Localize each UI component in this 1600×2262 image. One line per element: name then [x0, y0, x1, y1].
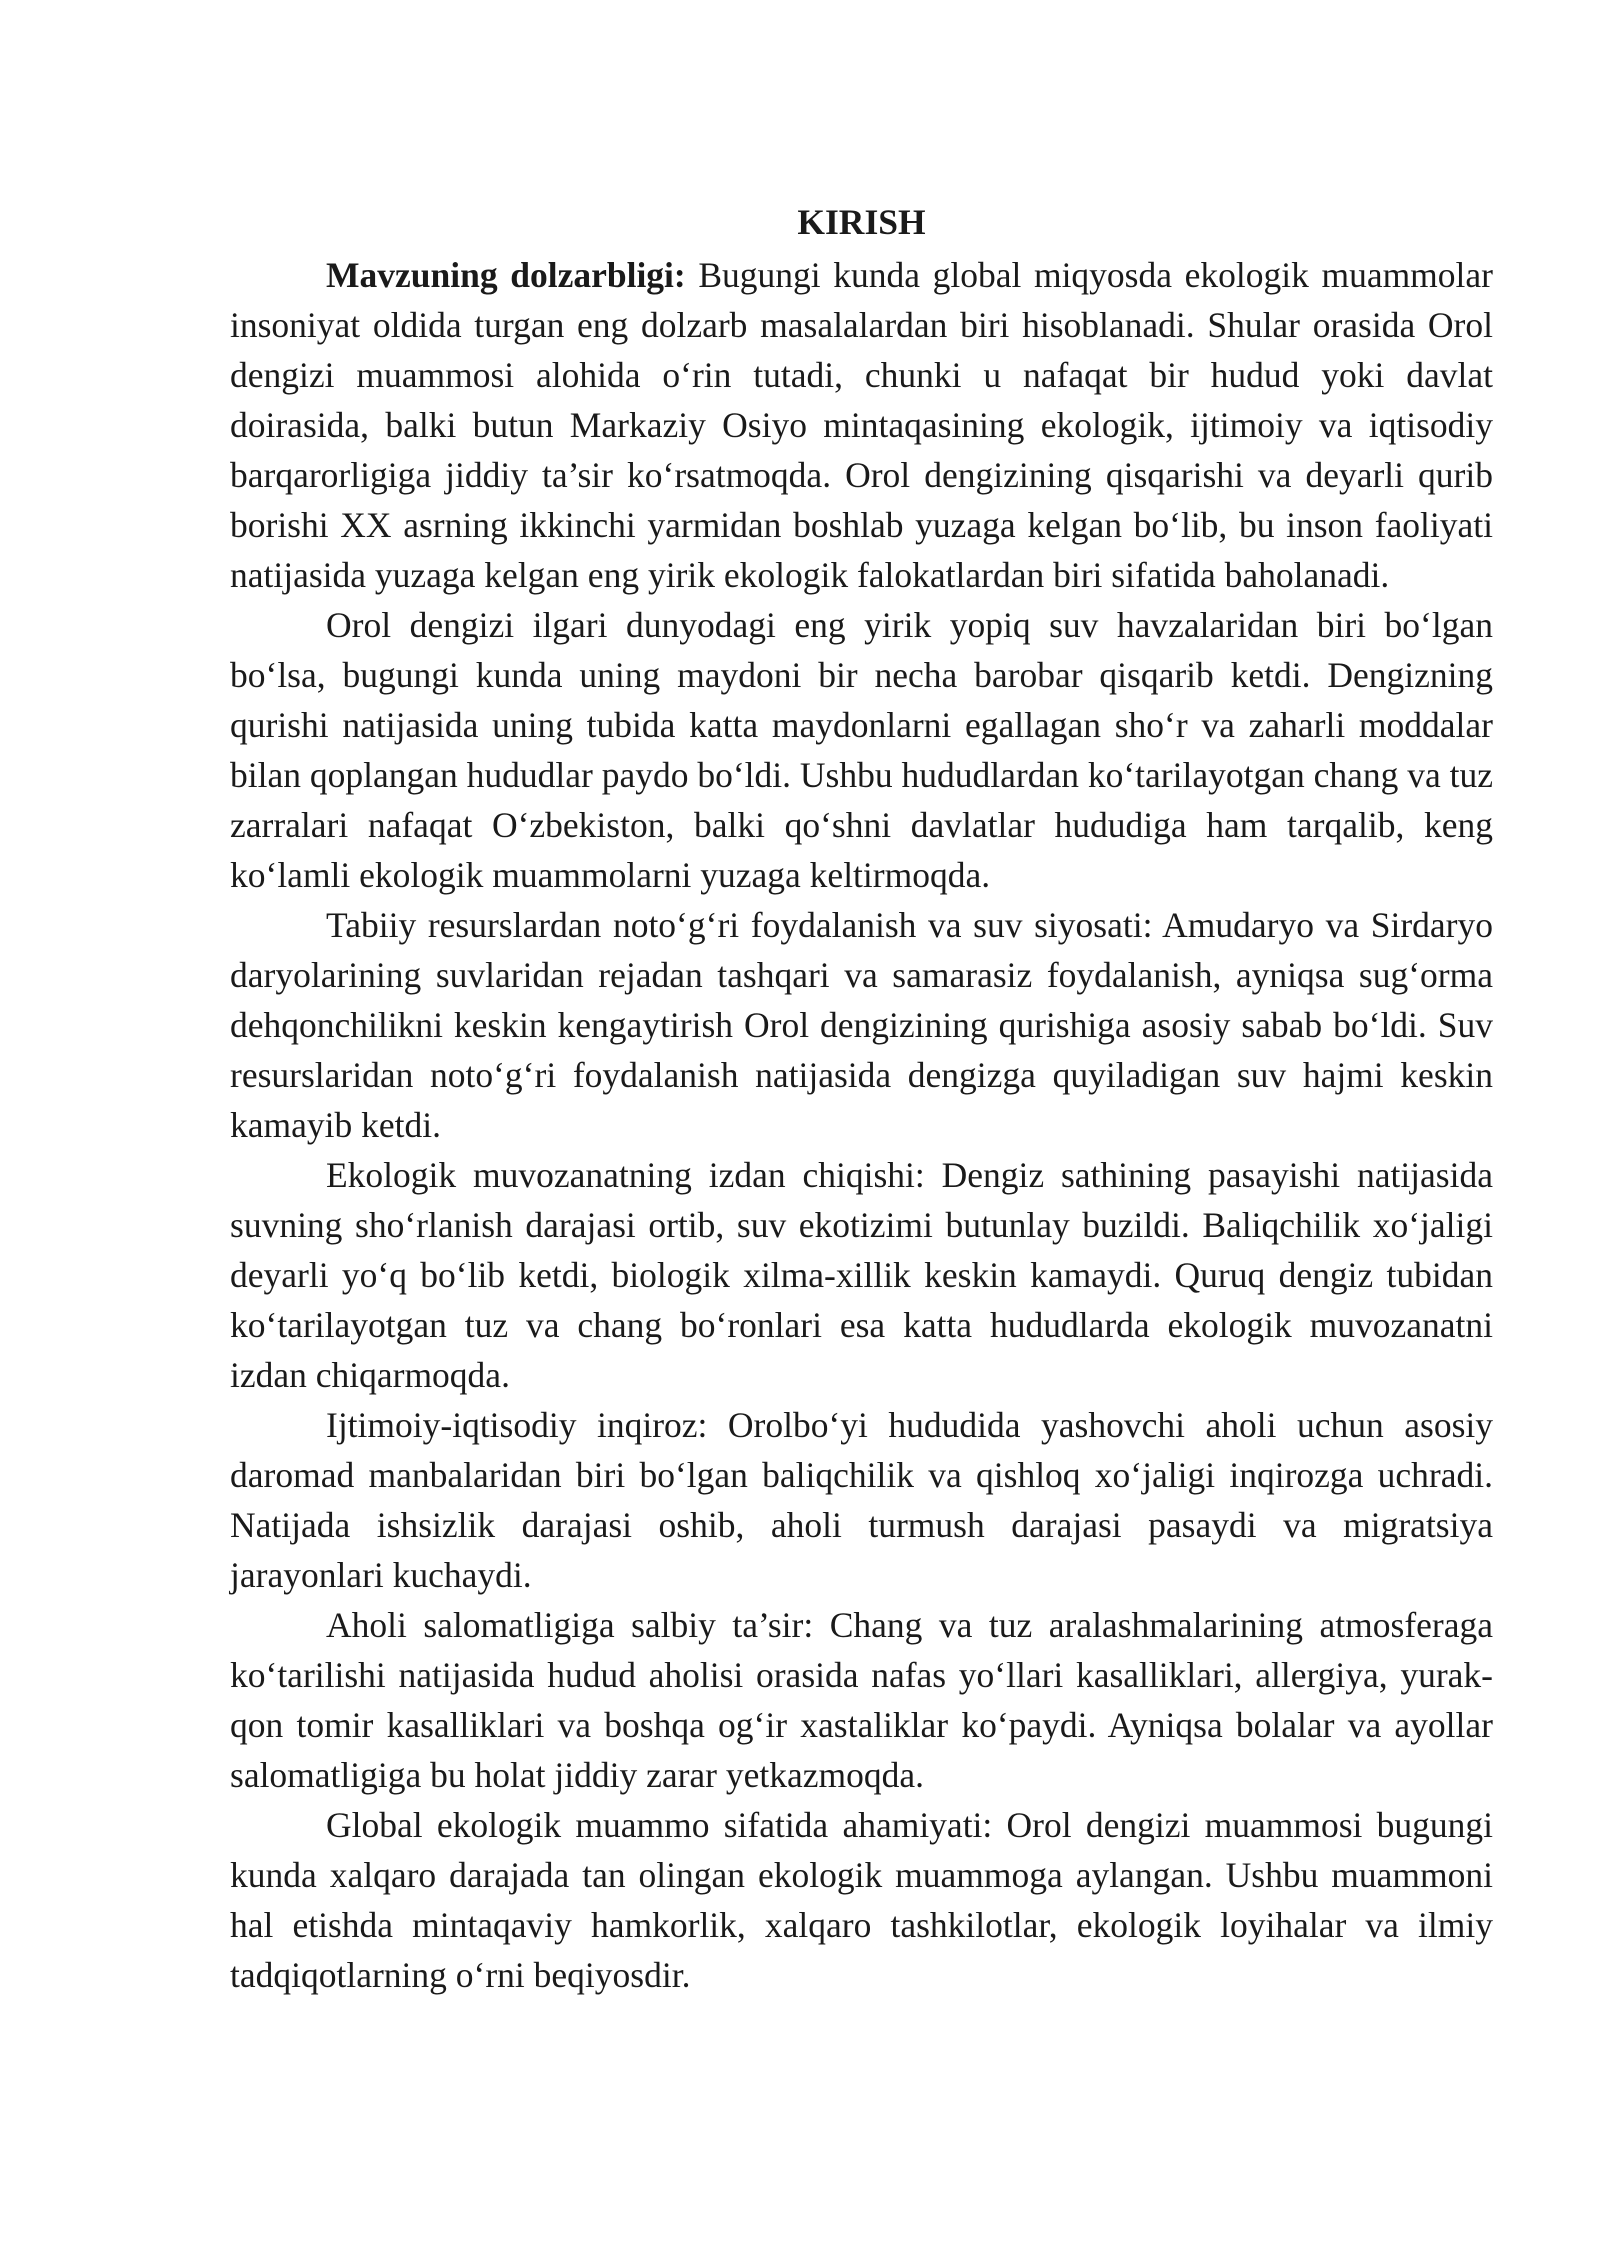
paragraph-ecological-balance: Ekologik muvozanatning izdan chiqishi: Dengiz sathining pasayishi natijasida suvning shoʻrlanish darajasi ortib, suv ekotizimi butunlay buzildi. Baliqchilik xoʻjaligi deyarli yoʻq boʻlib ketdi, biologik xilma-xillik keskin kamaydi. Quruq dengiz tubidan koʻtarilayotgan tuz va chang boʻronlari esa katta hududlarda ekologik muvozanatni izdan chiqarmoqda. — [230, 1155, 1493, 1395]
page-title: KIRISH — [797, 202, 926, 242]
document-page — [230, 196, 1493, 2000]
intro-text: Bugungi kunda global miqyosda ekologik muammolar insoniyat oldida turgan eng dolzarb masalalardan biri hisoblanadi. Shular orasida Orol dengizi muammosi alohida oʻrin tutadi, chunki u nafaqat bir hudud yoki davlat doirasida, balki butun Markaziy Osiyo mintaqasining ekologik, ijtimoiy va iqtisodiy barqarorligiga jiddiy ta’sir koʻrsatmoqda. Orol dengizining qisqarishi va deyarli qurib borishi XX asrning ikkinchi yarmidan boshlab yuzaga kelgan boʻlib, bu inson faoliyati natijasida yuzaga kelgan eng yirik ekologik falokatlardan biri sifatida baholanadi. — [230, 255, 1493, 595]
relevance-heading: Mavzuning dolzarbligi: — [326, 255, 686, 295]
paragraph-global-significance: Global ekologik muammo sifatida ahamiyati: Orol dengizi muammosi bugungi kunda xalqaro darajada tan olingan ekologik muammoga aylangan. Ushbu muammoni hal etishda mintaqaviy hamkorlik, xalqaro tashkilotlar, ekologik loyihalar va ilmiy tadqiqotlarning oʻrni beqiyosdir. — [230, 1805, 1493, 1995]
intro-paragraph — [230, 250, 1493, 600]
paragraph-resource-use: Tabiiy resurslardan notoʻgʻri foydalanish va suv siyosati: Amudaryo va Sirdaryo daryolarining suvlaridan rejadan tashqari va samarasiz foydalanish, ayniqsa sugʻorma dehqonchilikni keskin kengaytirish Orol dengizining qurishiga asosiy sabab boʻldi. Suv resurslaridan notoʻgʻri foydalanish natijasida dengizga quyiladigan suv hajmi keskin kamayib ketdi. — [230, 905, 1493, 1145]
paragraph-socioeconomic-crisis: Ijtimoiy-iqtisodiy inqiroz: Orolboʻyi hududida yashovchi aholi uchun asosiy daromad manbalaridan biri boʻlgan baliqchilik va qishloq xoʻjaligi inqirozga uchradi. Natijada ishsizlik darajasi oshib, aholi turmush darajasi pasaydi va migratsiya jarayonlari kuchaydi. — [230, 1405, 1493, 1595]
paragraph-public-health: Aholi salomatligiga salbiy ta’sir: Chang va tuz aralashmalarining atmosferaga koʻtarilishi natijasida hudud aholisi orasida nafas yoʻllari kasalliklari, allergiya, yurak-qon tomir kasalliklari va boshqa ogʻir xastaliklar koʻpaydi. Ayniqsa bolalar va ayollar salomatligiga bu holat jiddiy zarar yetkazmoqda. — [230, 1605, 1493, 1795]
paragraph-aral-history: Orol dengizi ilgari dunyodagi eng yirik yopiq suv havzalaridan biri boʻlgan boʻlsa, bugungi kunda uning maydoni bir necha barobar qisqarib ketdi. Dengizning qurishi natijasida uning tubida katta maydonlarni egallagan shoʻr va zaharli moddalar bilan qoplangan hududlar paydo boʻldi. Ushbu hududlardan koʻtarilayotgan chang va tuz zarralari nafaqat Oʻzbekiston, balki qoʻshni davlatlar hududiga ham tarqalib, keng koʻlamli ekologik muammolarni yuzaga keltirmoqda. — [230, 605, 1493, 895]
